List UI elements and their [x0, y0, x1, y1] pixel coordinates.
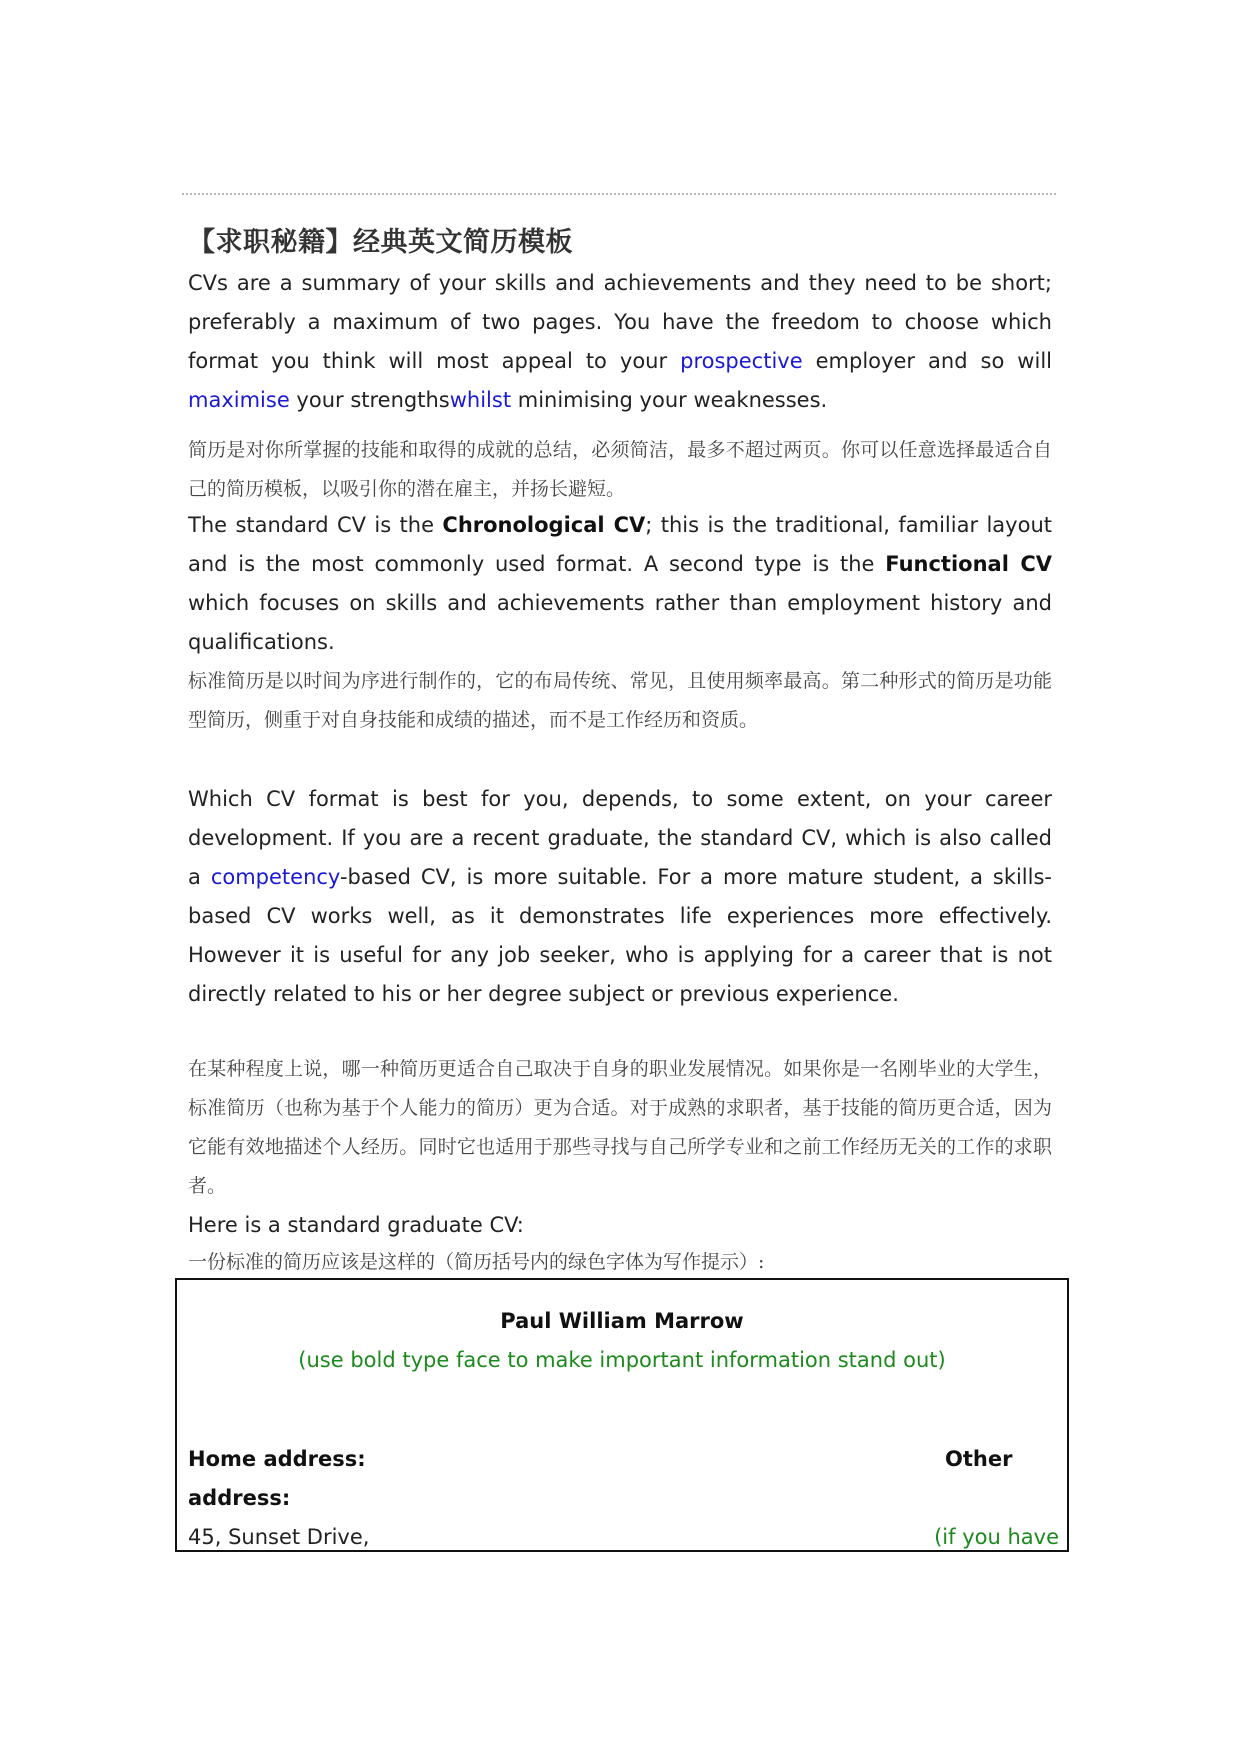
cv-sample-box — [175, 1278, 1069, 1552]
text-span: minimising your weaknesses. — [511, 388, 828, 412]
text-span: Which CV format is best for you, depends, to some extent, on your career development. If you are a recent graduate, the standard CV, which is also called a — [188, 787, 1052, 889]
text-span: which focuses on skills and achievements rather than employment history and qualifications. — [188, 591, 1052, 654]
dotted-divider — [182, 193, 1056, 195]
link-maximise[interactable]: maximise — [188, 388, 290, 412]
text-span: your strengths — [289, 388, 450, 412]
paragraph-cv-choice — [188, 780, 1052, 1014]
cv-home-address-label: Home address: — [188, 1447, 366, 1471]
text-span: -based CV, is more suitable. For a more mature student, a skills-based CV works well, as it demonstrates life experiences more effectively. However it is useful for any job seeker, who is applying for a career that is not directly related to his or her degree subject or previous experience. — [188, 865, 1052, 1006]
text-span: ; this is the traditional, familiar layout and is the most commonly used format. A second type is the — [188, 513, 1052, 576]
paragraph-cv-types — [188, 506, 1052, 662]
text-span: The standard CV is the — [188, 513, 443, 537]
paragraph-cv-types-cn: 标准简历是以时间为序进行制作的，它的布局传统、常见，且使用频率最高。第二种形式的简历是功能型简历，侧重于对自身技能和成绩的描述，而不是工作经历和资质。 — [188, 670, 1052, 731]
page-title: 【求职秘籍】经典英文简历模板 — [188, 227, 573, 258]
cv-writing-tip: (use bold type face to make important information stand out) — [298, 1348, 946, 1372]
paragraph-cv-summary-cn: 简历是对你所掌握的技能和取得的成就的总结，必须简洁，最多不超过两页。你可以任意选择最适合自己的简历模板，以吸引你的潜在雇主，并扬长避短。 — [188, 439, 1052, 500]
link-whilst[interactable]: whilst — [449, 388, 512, 412]
intro-line-cn: 一份标准的简历应该是这样的（简历括号内的绿色字体为写作提示）: — [188, 1251, 765, 1273]
text-span: employer and so will — [802, 349, 1052, 373]
text-span: CVs are a summary of your skills and achievements and they need to be short; preferably a maximum of two pages. You have the freedom to choose which format you think will most appeal to your — [188, 271, 1052, 373]
bold-functional-cv: Functional CV — [885, 552, 1053, 576]
link-prospective[interactable]: prospective — [680, 349, 803, 373]
paragraph-cv-summary — [188, 264, 1052, 420]
cv-street-address: 45, Sunset Drive, — [188, 1525, 370, 1549]
cv-other-address-label: Other — [945, 1447, 1013, 1471]
cv-name: Paul William Marrow — [500, 1309, 744, 1333]
cv-other-address-tip: (if you have — [934, 1525, 1059, 1549]
cv-other-address-label-continued: address: — [188, 1486, 291, 1510]
intro-line: Here is a standard graduate CV: — [188, 1213, 524, 1237]
bold-chronological-cv: Chronological CV — [442, 513, 646, 537]
link-competency[interactable]: competency — [210, 865, 340, 889]
paragraph-cv-choice-cn: 在某种程度上说，哪一种简历更适合自己取决于自身的职业发展情况。如果你是一名刚毕业的大学生，标准简历（也称为基于个人能力的简历）更为合适。对于成熟的求职者，基于技能的简历更合适，因为它能有效地描述个人经历。同时它也适用于那些寻找与自己所学专业和之前工作经历无关的工作的求职者。 — [188, 1058, 1052, 1197]
